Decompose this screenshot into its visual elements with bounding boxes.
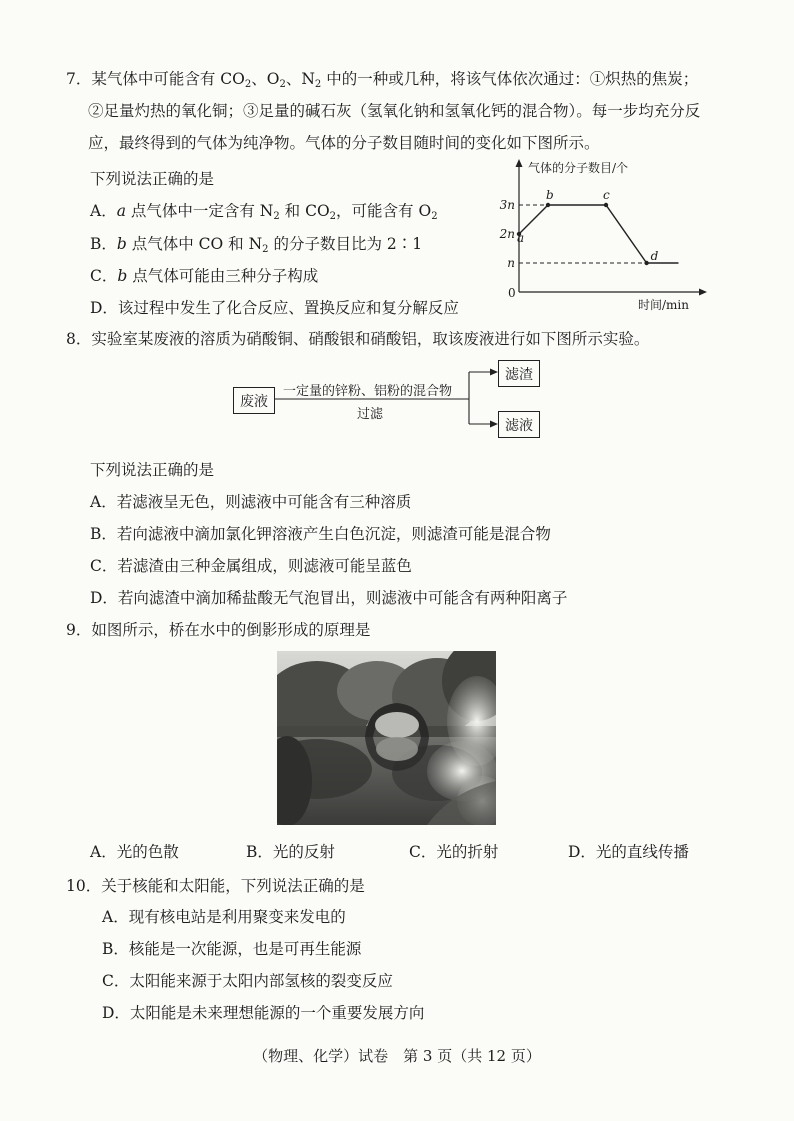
q8-option-c: C．若滤渣由三种金属组成，则滤液可能呈蓝色 <box>90 557 412 575</box>
page-footer: （物理、化学）试卷 第 3 页（共 12 页） <box>253 1047 541 1065</box>
origin-label: 0 <box>508 286 516 300</box>
y-tick-label-0: 3n <box>499 198 515 212</box>
y-tick-label-2: n <box>507 256 515 270</box>
q7-stem-line3: 应，最终得到的气体为纯净物。气体的分子数目随时间的变化如下图所示。 <box>88 134 600 152</box>
q10-option-b: B．核能是一次能源，也是可再生能源 <box>102 940 362 958</box>
q10-stem: 10．关于核能和太阳能，下列说法正确的是 <box>66 877 365 895</box>
q7-option-a: A．a 点气体中一定含有 $N_2$ 和 $CO_2$，可能含有 $O_2$ <box>90 202 438 222</box>
q7-prompt: 下列说法正确的是 <box>90 170 215 188</box>
q8-stem: 8．实验室某废液的溶质为硝酸铜、硝酸银和硝酸铝，取该废液进行如下图所示实验。 <box>66 330 650 348</box>
filter-label: 过滤 <box>357 407 384 422</box>
q10-option-a: A．现有核电站是利用聚变来发电的 <box>102 908 346 926</box>
q9-option-c: C．光的折射 <box>409 843 499 861</box>
data-point-d <box>644 261 648 265</box>
point-label-a: a <box>517 231 525 245</box>
q10-option-c: C．太阳能来源于太阳内部氢核的裂变反应 <box>102 972 393 990</box>
x-axis-label: 时间/min <box>638 298 689 312</box>
y-axis-label: 气体的分子数目/个 <box>528 161 629 175</box>
box-waste-liquid: 废液 <box>233 387 275 414</box>
q9-option-d: D．光的直线传播 <box>568 843 689 861</box>
q7-option-b: B．b 点气体中 CO 和 $N_2$ 的分子数目比为 2∶1 <box>90 235 423 255</box>
q7-chart <box>490 156 730 316</box>
q8-option-b: B．若向滤液中滴加氯化钾溶液产生白色沉淀，则滤渣可能是混合物 <box>90 525 551 543</box>
box-filtrate: 滤液 <box>498 411 540 438</box>
x-axis-arrow <box>699 289 707 296</box>
data-point-b <box>546 203 550 207</box>
box-residue: 滤渣 <box>498 360 540 387</box>
y-tick-label-1: 2n <box>499 227 515 241</box>
bridge-reflection-photo <box>277 651 496 825</box>
data-point-c <box>604 203 608 207</box>
q8-option-a: A．若滤液呈无色，则滤液中可能含有三种溶质 <box>90 493 412 511</box>
reagent-label: 一定量的锌粉、铝粉的混合物 <box>283 384 453 399</box>
q7-option-c: C．b 点气体可能由三种分子构成 <box>90 267 319 285</box>
point-label-d: d <box>650 249 659 263</box>
q7-option-d: D．该过程中发生了化合反应、置换反应和复分解反应 <box>90 299 459 317</box>
q9-stem: 9．如图所示，桥在水中的倒影形成的原理是 <box>66 621 371 639</box>
q8-flow-arrows <box>274 356 500 436</box>
point-label-b: b <box>546 188 554 202</box>
q10-option-d: D．太阳能是未来理想能源的一个重要发展方向 <box>102 1004 425 1022</box>
point-label-c: c <box>603 188 610 202</box>
y-axis-arrow <box>516 159 523 167</box>
q7-stem-line1: 7．某气体中可能含有 $CO_2$、$O_2$、$N_2$ 中的一种或几种，将该气体依次通过：①炽热的焦炭； <box>66 70 699 90</box>
q9-option-a: A．光的色散 <box>90 843 179 861</box>
q7-stem-line2: ②足量灼热的氧化铜；③足量的碱石灰（氢氧化钠和氢氧化钙的混合物）。每一步均充分反 <box>88 102 701 120</box>
q9-option-b: B．光的反射 <box>246 843 335 861</box>
q8-prompt: 下列说法正确的是 <box>90 461 215 479</box>
q8-option-d: D．若向滤渣中滴加稀盐酸无气泡冒出，则滤液中可能含有两种阳离子 <box>90 589 568 607</box>
